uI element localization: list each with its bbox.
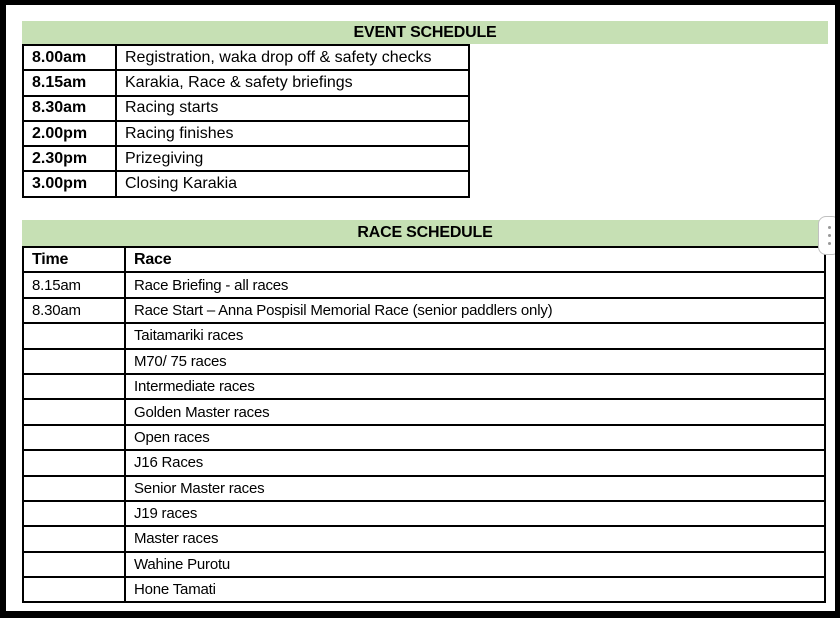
race-schedule-column-headers (23, 247, 825, 272)
vertical-ellipsis-icon (828, 226, 831, 229)
event-schedule-header-band (22, 21, 828, 44)
race-time-cell: 8.15am (23, 272, 125, 297)
race-table-row (23, 374, 825, 399)
event-table-row (23, 171, 469, 196)
vertical-ellipsis-icon (828, 242, 831, 245)
race-name-cell: Wahine Purotu (125, 552, 825, 577)
race-time-cell: 8.30am (23, 298, 125, 323)
race-time-cell (23, 577, 125, 602)
race-time-cell (23, 450, 125, 475)
race-table-row (23, 298, 825, 323)
event-description-cell: Closing Karakia (116, 171, 469, 196)
race-table-row (23, 399, 825, 424)
race-name-cell: J19 races (125, 501, 825, 526)
event-schedule-table (22, 44, 470, 198)
race-name-cell: Open races (125, 425, 825, 450)
event-time-cell: 8.30am (23, 96, 116, 121)
race-table-row (23, 577, 825, 602)
event-table-row (23, 70, 469, 95)
race-time-cell (23, 425, 125, 450)
race-table-row (23, 552, 825, 577)
race-table-row (23, 349, 825, 374)
race-schedule-header-band (22, 220, 828, 246)
race-time-cell (23, 526, 125, 551)
event-table-row (23, 121, 469, 146)
event-description-cell: Karakia, Race & safety briefings (116, 70, 469, 95)
race-name-cell: Race Start – Anna Pospisil Memorial Race (senior paddlers only) (125, 298, 825, 323)
race-name-cell: Senior Master races (125, 476, 825, 501)
race-time-cell (23, 552, 125, 577)
event-table-row (23, 96, 469, 121)
race-schedule-title: RACE SCHEDULE (357, 224, 493, 241)
race-name-cell: Intermediate races (125, 374, 825, 399)
race-column-header-time: Time (23, 247, 125, 272)
race-time-cell (23, 349, 125, 374)
race-schedule-table (22, 246, 826, 603)
race-name-cell: J16 Races (125, 450, 825, 475)
event-time-cell: 8.00am (23, 45, 116, 70)
event-schedule-title: EVENT SCHEDULE (353, 23, 497, 41)
race-time-cell (23, 323, 125, 348)
scroll-drag-handle[interactable] (818, 216, 840, 255)
event-schedule-rows (23, 45, 469, 197)
event-time-cell: 8.15am (23, 70, 116, 95)
race-name-cell: M70/ 75 races (125, 349, 825, 374)
race-table-row (23, 476, 825, 501)
race-column-header-race: Race (125, 247, 825, 272)
race-table-row (23, 323, 825, 348)
event-description-cell: Registration, waka drop off & safety checks (116, 45, 469, 70)
table-header-row (23, 247, 825, 272)
race-name-cell: Master races (125, 526, 825, 551)
race-name-cell: Taitamariki races (125, 323, 825, 348)
event-description-cell: Racing starts (116, 96, 469, 121)
race-table-row (23, 450, 825, 475)
event-time-cell: 2.00pm (23, 121, 116, 146)
race-table-row (23, 526, 825, 551)
event-time-cell: 2.30pm (23, 146, 116, 171)
event-time-cell: 3.00pm (23, 171, 116, 196)
vertical-ellipsis-icon (828, 234, 831, 237)
race-table-row (23, 425, 825, 450)
race-table-row (23, 501, 825, 526)
race-table-row (23, 272, 825, 297)
race-time-cell (23, 476, 125, 501)
race-name-cell: Golden Master races (125, 399, 825, 424)
race-name-cell: Race Briefing - all races (125, 272, 825, 297)
event-description-cell: Prizegiving (116, 146, 469, 171)
race-time-cell (23, 501, 125, 526)
event-description-cell: Racing finishes (116, 121, 469, 146)
race-schedule-rows (23, 272, 825, 602)
event-table-row (23, 45, 469, 70)
race-time-cell (23, 374, 125, 399)
event-table-row (23, 146, 469, 171)
race-name-cell: Hone Tamati (125, 577, 825, 602)
race-time-cell (23, 399, 125, 424)
